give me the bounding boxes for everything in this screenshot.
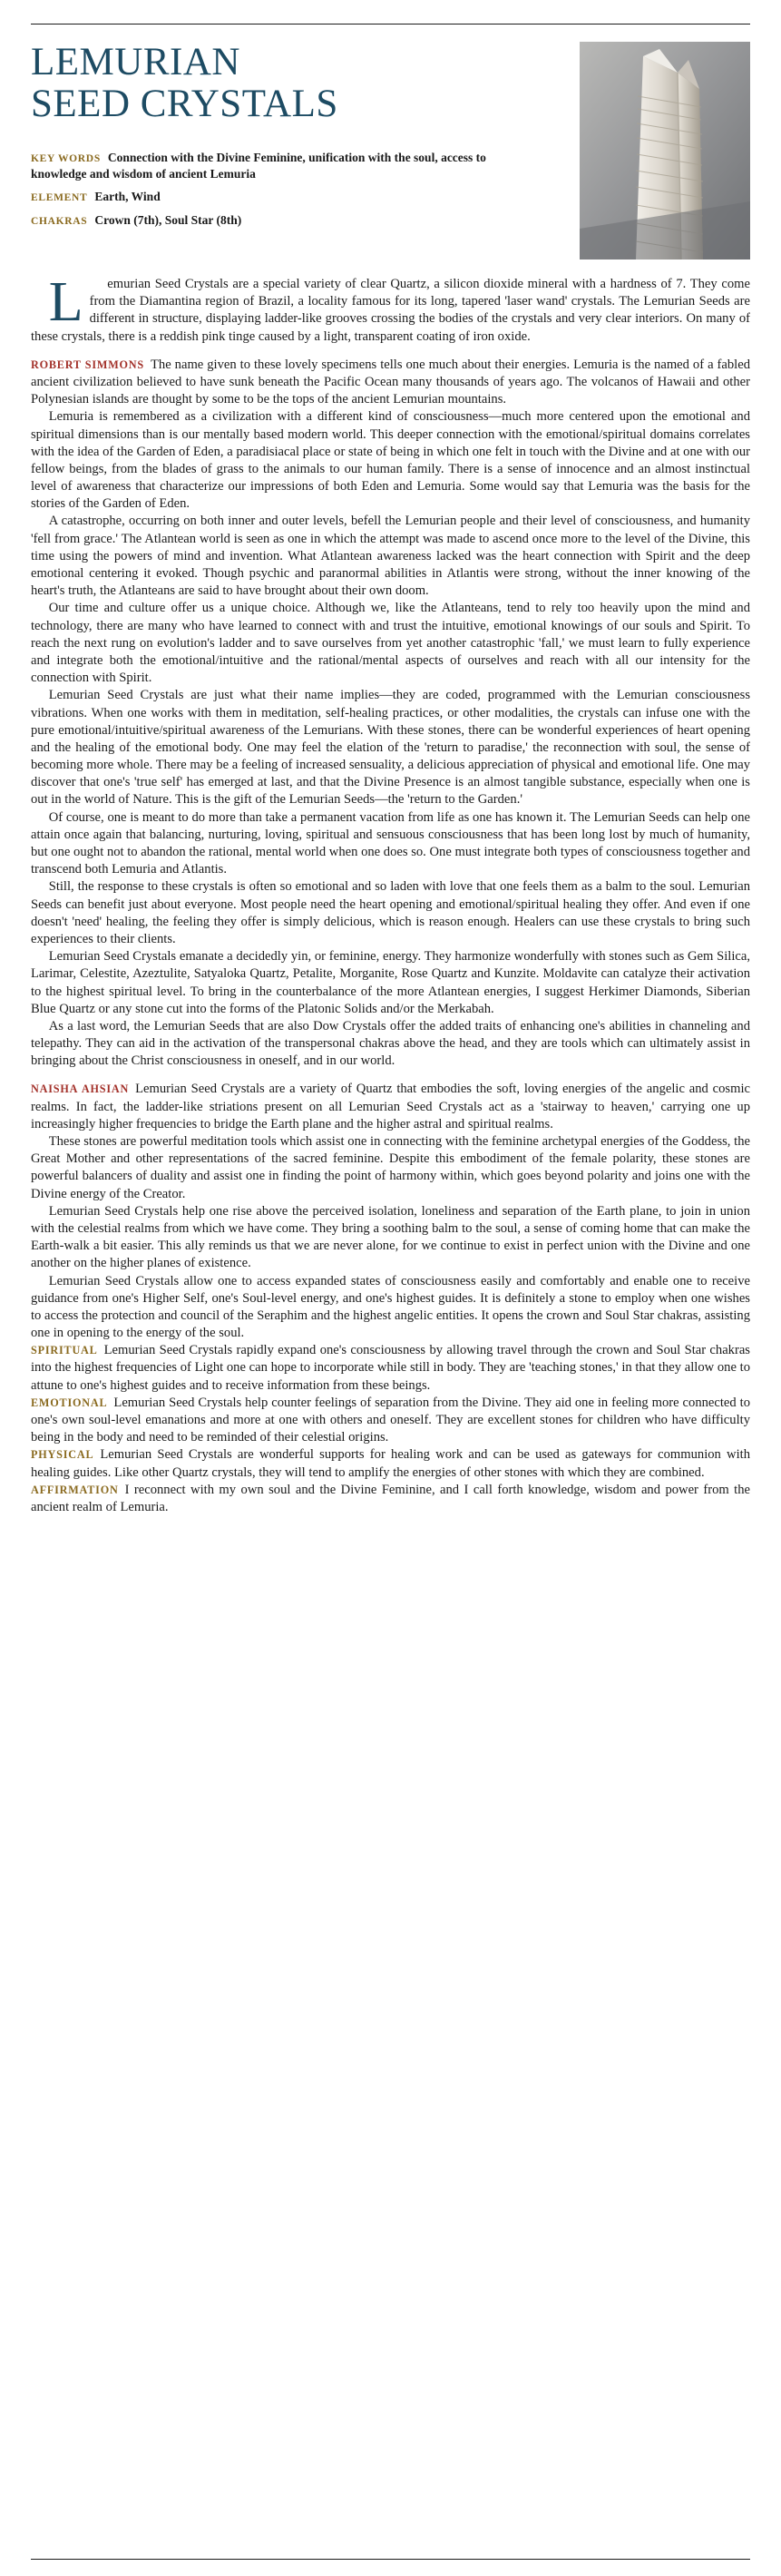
paragraph: Of course, one is meant to do more than take a permanent vacation from life as one has known it. The Lemurian Seeds can help one attain once again that balancing, nurturing, loving, spiritual and sensuous consciousness that has been long lost by much of humanity, but one ought not to abandon the rational, mental world when one does so. One must integrate both types of consciousness together and transcend both Lemuria and Atlantis. (31, 809, 750, 877)
section-first-paragraph (31, 1081, 750, 1133)
paragraph: As a last word, the Lemurian Seeds that are also Dow Crystals offer the added traits of enhancing one's abilities in channeling and telepathy. They can aid in the activation of the transpersonal chakras above the head, and they are tools which can ultimately assist in bringing about the Christ consciousness in oneself, and in our world. (31, 1018, 750, 1069)
attribute-affirmation (31, 1482, 750, 1516)
bottom-rule (31, 2559, 750, 2560)
attribute-text: Lemurian Seed Crystals rapidly expand one's consciousness by allowing travel through the crown and Soul Star chakras into the highest frequencies of Light one can hope to incorporate while still in body. They are 'teaching stones,' in that they allow one to attune to one's highest guides and to receive information from these beings. (31, 1343, 750, 1393)
paragraph: Lemurian Seed Crystals emanate a decidedly yin, or feminine, energy. They harmonize wonderfully with stones such as Gem Silica, Larimar, Celestite, Azeztulite, Satyaloka Quartz, Petalite, Morganite, Rose Quartz and Kunzite. Moldavite can catalyze their activation to the highest spiritual level. To bring in the counterbalance of the more Atlantean energies, I suggest Herkimer Diamonds, Siberian Blue Quartz or any stone cut into the forms of the Platonic Solids and/or the Merkabah. (31, 949, 750, 1016)
meta-value-keywords: Connection with the Divine Feminine, (107, 150, 306, 164)
intro-text: emurian Seed Crystals are a special variety of clear Quartz, a silicon dioxide mineral with a hardness of 7. They come from the Diamantina region of Brazil, a locality famous for its long, tapered 'laser wand' crystals. The Lemurian Seeds are different in structure, displaying ladder-like grooves crossing the bodies of the crystals and very clear interiors. On many of these crystals, there is a reddish pink tinge caused by a light, transparent coating of iron oxide. (31, 277, 750, 344)
keyword-block (31, 150, 503, 229)
intro-paragraph (31, 271, 750, 346)
title-line-1: LEMURIAN (31, 41, 240, 83)
section-label-robert-simmons: ROBERT SIMMONS (31, 358, 144, 371)
attribute-list (31, 1342, 750, 1516)
meta-row-element (31, 189, 503, 205)
attribute-label-physical: PHYSICAL (31, 1448, 94, 1462)
attribute-label-spiritual: SPIRITUAL (31, 1344, 98, 1357)
article-body (31, 271, 750, 1516)
attribute-text: Lemurian Seed Crystals are wonderful supports for healing work and can be used as gateways for communion with healing guides. Like other Quartz crystals, they will tend to amplify the energies of other stones with which they are combined. (31, 1447, 750, 1480)
section-first-paragraph (31, 357, 750, 409)
paragraph-text: Lemurian Seed Crystals are a variety of Quartz that embodies the soft, loving energies of the angelic and cosmic realms. In fact, the ladder-like striations present on all Lemurian Seed Crystals act as a 'stairway to heaven,' carrying one up increasingly higher frequencies to bridge the Earth plane and the higher astral and spiritual realms. (31, 1082, 750, 1131)
meta-key-chakras: CHAKRAS (31, 215, 88, 227)
section-naisha-ahsian (31, 1081, 750, 1342)
section-robert-simmons (31, 357, 750, 1071)
meta-row-keywords (31, 150, 503, 182)
attribute-spiritual (31, 1342, 750, 1395)
section-label-naisha-ahsian: NAISHA AHSIAN (31, 1082, 130, 1096)
meta-value-keywords-cont1: unification with the soul, access to knowledge (31, 150, 486, 181)
paragraph: Still, the response to these crystals is often so emotional and so laden with love that one feels them as a balm to the soul. Lemurian Seeds can benefit just about everyone. Most people need the heart opening and emotional/spiritual healing they offer. And even if one doesn't 'need' healing, the feeling they offer is simply delicious, which is reason enough. Healers can use these crystals to bring such experiences to their clients. (31, 879, 750, 946)
paragraph: Lemurian Seed Crystals allow one to access expanded states of consciousness easily and comfortably and enable one to receive guidance from one's Higher Self, one's Soul-level energy, and one's highest guides. It is definitely a stone to employ when one wishes to access the protection and council of the Seraphim and the highest angelic entities. It opens the crown and Soul Star chakras, assisting one in opening to the energy of the soul. (31, 1273, 750, 1341)
paragraph: A catastrophe, occurring on both inner and outer levels, befell the Lemurian people and their level of consciousness, and humanity 'fell from grace.' The Atlantean world is seen as one in which the attempt was made to ascend once more to the level of the Divine, this time using the powers of mind and invention. What Atlantean awareness lacked was the heart connection with Spirit and the deep emotional centering it evoked. Though psychic and paranormal abilities in Atlantis were strong, without the inner knowing of the heart's truth, the Atlanteans are said to have brought about their own doom. (31, 514, 750, 599)
drop-cap: L (48, 271, 83, 333)
meta-value-chakras: Crown (7th), Soul Star (8th) (94, 212, 242, 227)
paragraph: Lemurian Seed Crystals help one rise above the perceived isolation, loneliness and separation of the Earth plane, to join in union with the celestial realms from which we have come. They bring a soothing balm to the soul, a sense of coming home that can make the Earth-walk a bit easier. This ally reminds us that we are never alone, for we continue to exist in perfect union with the Divine and one another on the higher planes of existence. (31, 1203, 750, 1271)
paragraph: Our time and culture offer us a unique choice. Although we, like the Atlanteans, tend to rely too heavily upon the mind and technology, there are many who have learned to connect with and trust the intuitive, emotional knowings of our souls and Spirit. To reach the next rung on evolution's ladder and to save ourselves from yet another catastrophic 'fall,' we must learn to fully experience and integrate both the emotional/intuitive and the rational/mental aspects of ourselves and reach with all our intensity for the connection with Spirit. (31, 601, 750, 686)
title-line-2: SEED CRYSTALS (31, 83, 338, 126)
attribute-emotional (31, 1395, 750, 1447)
attribute-text: I reconnect with my own soul and the Divine Feminine, and I call forth knowledge, wisdom and power from the ancient realm of Lemuria. (31, 1482, 750, 1514)
attribute-physical (31, 1446, 750, 1481)
paragraph: Lemuria is remembered as a civilization with a different kind of consciousness—much more centered upon the emotional and spiritual dimensions than is our mentally based modern world. This deeper connection with the emotional/spiritual domains correlates with the idea of the Garden of Eden, a paradisiacal place or state of being in which one felt in touch with the Divine and at one with our fellow beings, from the blades of grass to the animals to our human family. There is a sense of innocence and an almost instinctual level of awareness that characterize our impressions of both Eden and Lemuria. Some would say that Lemuria was the basis for the stories of the Garden of Eden. (31, 409, 750, 512)
attribute-label-affirmation: AFFIRMATION (31, 1483, 119, 1496)
attribute-text: Lemurian Seed Crystals help counter feelings of separation from the Divine. They aid one in feeling more connected to one's own soul-level emanations and more at one with others and oneself. They are excellent stones for children who have difficulty being in the body and need to be reminded of their celestial origins. (31, 1395, 750, 1445)
article-header (31, 42, 750, 260)
meta-row-chakras (31, 212, 503, 229)
meta-value-keywords-cont2: and wisdom of ancient Lemuria (89, 167, 256, 181)
paragraph-text: The name given to these lovely specimens tells one much about their energies. Lemuria is the named of a fabled ancient civilization believed to have sunk beneath the Pacific Ocean many thousands of years ago. The volcanos of Hawaii and other Polynesian islands are thought by some to be the tops of the ancient Lemurian mountains. (31, 357, 750, 407)
page-title (31, 42, 503, 126)
meta-value-element: Earth, Wind (94, 190, 161, 204)
meta-key-element: ELEMENT (31, 192, 88, 204)
crystal-photo (580, 42, 750, 260)
meta-key-keywords: KEY WORDS (31, 152, 101, 164)
paragraph: Lemurian Seed Crystals are just what their name implies—they are coded, programmed with the Lemurian consciousness vibrations. When one works with them in meditation, self-healing practices, or other modalities, the crystals can infuse one with the pure emotional/intuitive/spiritual awareness of the Lemurians. With these stones, there can be wonderful experiences of heart opening and the healing of the emotional body. One may feel the elation of the 'return to paradise,' the reconnection with soul, the sense of becoming more whole. There may be a feeling of increased sensuality, a delicious appreciation of physical and emotional life. One may discover that one's 'true self' has emerged at last, and that the Divine Presence is an almost tangible substance, especially when one is out in the world of Nature. This is the gift of the Lemurian Seeds—the 'return to the Garden.' (31, 688, 750, 808)
attribute-label-emotional: EMOTIONAL (31, 1396, 108, 1409)
paragraph: These stones are powerful meditation tools which assist one in connecting with the feminine archetypal energies of the Goddess, the Great Mother and other representations of the sacred feminine. Despite this embodiment of the female polarity, these stones are powerful balancers of duality and assist one in finding the point of harmony within, which goes beyond polarity and joins one with the Divine energy of the Creator. (31, 1134, 750, 1201)
